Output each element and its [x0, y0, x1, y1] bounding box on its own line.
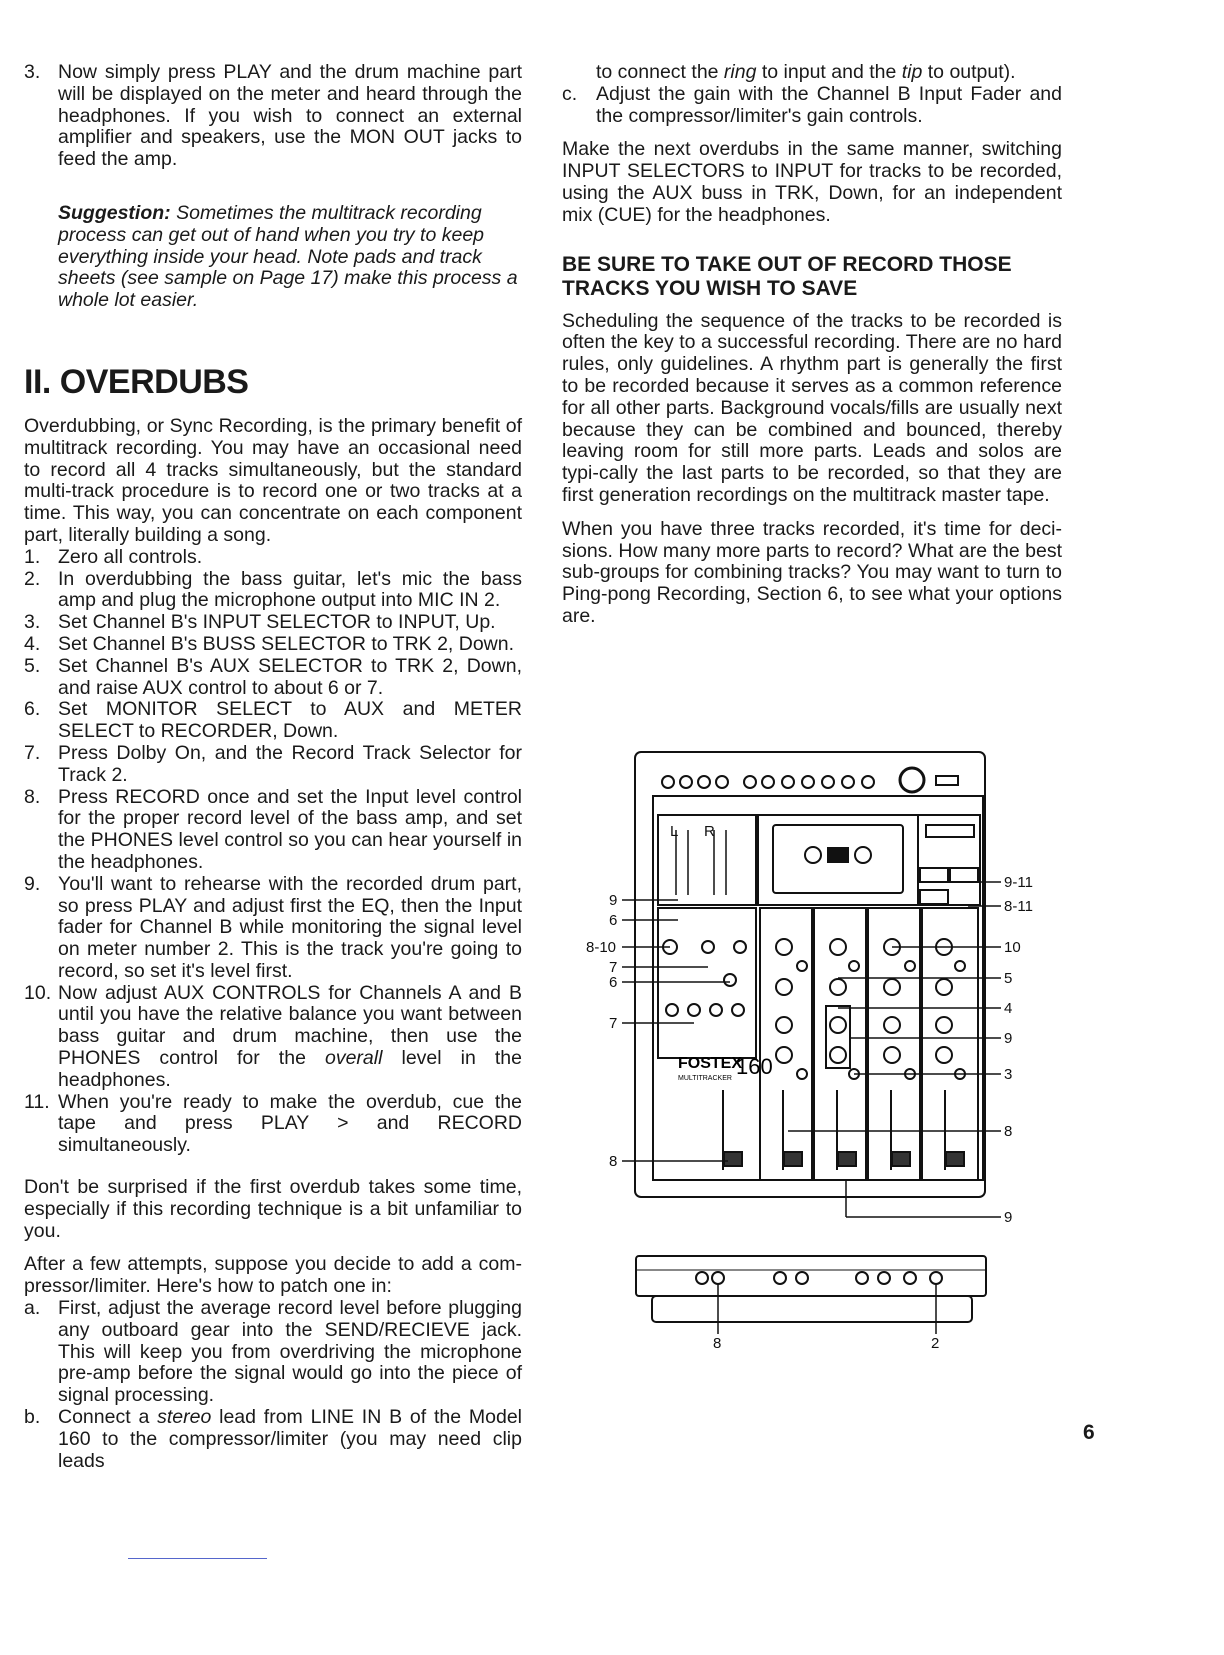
step-text: You'll want to rehearse with the recorded drum part, so press PLAY and adjust first the EQ, then the Input fader for Channel B while monitoring the signal level on meter number 2. This is the track you're going to record, so set it's level first. — [58, 872, 522, 982]
sub-step-b — [24, 1407, 522, 1472]
callout: 8 — [609, 1153, 618, 1170]
step-item — [24, 983, 522, 1092]
callout: 9 — [609, 892, 618, 909]
model-number: 160 — [736, 1054, 773, 1079]
callout: 7 — [609, 1015, 618, 1032]
warning-heading: BE SURE TO TAKE OUT OF RECORD THOSE TRACKS YOU WISH TO SAVE — [562, 252, 1012, 300]
three-tracks-paragraph: When you have three tracks recorded, it's time for deci-sions. How many more parts to record? What are the best sub-groups for combining tracks? You may want to turn to Ping-pong Recording, Section 6, to see what your options are. — [562, 517, 1062, 627]
step-number: 9. — [24, 872, 41, 895]
step-text: Press RECORD once and set the Input level control for the proper record level of the bass amp, and set the PHONES level control so you can hear yourself in the headphones. — [58, 785, 522, 873]
step-number: 11. — [24, 1090, 50, 1113]
sub-step-text: First, adjust the average record level before plugging any outboard gear into the SEND/RECIEVE jack. This will keep you from overdriving the microphone pre-amp before the signal would go into the piece of signal processing. — [58, 1297, 522, 1407]
sub-step-italic: stereo — [157, 1406, 212, 1429]
sub-step-text: lead from LINE IN B of the Model 160 to the compressor/limiter (you may need clip leads — [58, 1406, 522, 1472]
step-list — [24, 547, 522, 1157]
step-italic: overall — [324, 1047, 383, 1070]
suggestion-label: Suggestion: — [58, 201, 171, 224]
callout: 8 — [713, 1335, 722, 1352]
step-text: Set Channel B's BUSS SELECTOR to TRK 2, Down. — [58, 632, 515, 655]
step-number: 8. — [24, 785, 41, 808]
step-text: Now adjust AUX CONTROLS for Channels A and B until you have the relative balance you want between bass guitar and drum machine, then use the PHONES control for the — [58, 981, 522, 1070]
callout: 9-11 — [1004, 874, 1033, 891]
step-text: Set Channel B's AUX SELECTOR to TRK 2, Down, and raise AUX control to about 6 or 7. — [58, 654, 522, 699]
step-item — [24, 1092, 522, 1157]
callout: 4 — [1004, 1000, 1013, 1017]
italic-tip: tip — [901, 61, 923, 83]
right-column — [562, 62, 1062, 628]
footer-line — [128, 1558, 267, 1559]
step-text: Press Dolby On, and the Record Track Selector for Track 2. — [58, 741, 522, 786]
mixer-diagram — [578, 740, 1038, 1240]
step-number: 3. — [24, 611, 41, 634]
model-subtitle: MULTITRACKER — [678, 1075, 732, 1082]
sub-step-c — [562, 84, 1062, 128]
text: to input and the — [756, 61, 902, 83]
step-item — [24, 634, 522, 656]
step-number: 2. — [24, 567, 41, 590]
step-text-end: level in the headphones. — [58, 1047, 522, 1091]
intro-paragraph: Overdubbing, or Sync Recording, is the primary benefit of multitrack recording. You may have an occasional need to record all 4 tracks simultaneously, but the standard multi-track procedure is to record one or two tracks at a time. This way, you can concentrate on each component part, literally building a song. — [24, 414, 522, 546]
sub-step-a — [24, 1298, 522, 1407]
front-panel-diagram — [620, 1545, 1000, 1655]
callout: 8 — [1004, 1123, 1013, 1140]
callout: 10 — [1004, 939, 1021, 956]
continued-text — [562, 62, 1062, 84]
text: to output). — [922, 61, 1016, 83]
meter-label-l: L — [670, 823, 679, 840]
front-edge-diagram — [622, 1248, 1002, 1358]
sub-step-text: Connect a — [58, 1406, 158, 1429]
step-number: 10. — [24, 981, 52, 1004]
monitor-section — [658, 908, 756, 1058]
sub-step-letter: c. — [562, 82, 578, 105]
text: to connect the — [596, 61, 724, 83]
page-number: 6 — [1083, 1421, 1095, 1444]
italic-ring: ring — [723, 61, 757, 83]
step-number: 4. — [24, 632, 41, 655]
sub-step-letter: a. — [24, 1297, 41, 1320]
step-text: Set Channel B's INPUT SELECTOR to INPUT, Up. — [58, 611, 496, 634]
sub-step-text: Adjust the gain with the Channel B Input Fader and the compressor/limiter's gain controls. — [596, 82, 1062, 127]
knobs — [776, 939, 965, 1079]
suggestion — [24, 203, 522, 312]
step-item — [24, 787, 522, 874]
step-item — [24, 612, 522, 634]
meter-label-r: R — [704, 823, 715, 840]
step-text: Zero all controls. — [58, 545, 203, 568]
step-number: 1. — [24, 545, 41, 568]
section-heading: II. OVERDUBS — [24, 362, 249, 401]
left-column — [24, 62, 522, 1472]
callout: 6 — [609, 912, 618, 929]
after-paragraph: After a few attempts, suppose you decide to add a com-pressor/limiter. Here's how to patch one in: — [24, 1253, 522, 1298]
mixer-panel — [653, 796, 983, 1180]
next-overdubs-paragraph: Make the next overdubs in the same manner, switching INPUT SELECTORS to INPUT for tracks to be recorded, using the AUX buss in TRK, Down, for an independent mix (CUE) for the headphones. — [562, 138, 1062, 226]
sub-step-letter: b. — [24, 1406, 41, 1429]
step-item — [24, 547, 522, 569]
dont-paragraph: Don't be surprised if the first overdub takes some time, especially if this recording technique is a bit unfamiliar to you. — [24, 1176, 522, 1242]
callout: 6 — [609, 974, 618, 991]
step-number: 5. — [24, 654, 41, 677]
step-item — [24, 874, 522, 983]
step-text: When you're ready to make the overdub, cue the tape and press PLAY > and RECORD simultaneously. — [58, 1090, 522, 1157]
callout: 8-11 — [1004, 898, 1033, 915]
step-item — [24, 699, 522, 743]
callout: 8-10 — [586, 939, 617, 956]
callout: 9 — [1004, 1209, 1013, 1226]
callout: 9 — [1004, 1030, 1013, 1047]
step-text: Set MONITOR SELECT to AUX and METER SELECT to RECORDER, Down. — [58, 698, 522, 743]
callout: 3 — [1004, 1066, 1013, 1083]
suggestion-text: Sometimes the multitrack recording process can get out of hand when you try to keep everything inside your head. Note pads and track sheets (see sample on Page 17) make this process a whole lot easier. — [58, 201, 518, 312]
step-text: Now simply press PLAY and the drum machine part will be displayed on the meter and heard through the headphones. If you wish to connect an external amplifier and speakers, use the MON OUT jacks to feed the amp. — [58, 61, 522, 171]
left-callout-lines — [622, 900, 730, 1161]
brand-logo: FOSTEX — [678, 1055, 743, 1072]
step-number: 6. — [24, 698, 41, 721]
step-number: 7. — [24, 741, 41, 764]
step-item — [24, 569, 522, 613]
top-jack-row — [662, 768, 958, 792]
callout: 2 — [931, 1335, 940, 1352]
step-item — [24, 743, 522, 787]
callout: 5 — [1004, 970, 1013, 987]
step-3-intro — [24, 62, 522, 171]
callout: 7 — [609, 959, 618, 976]
scheduling-paragraph: Scheduling the sequence of the tracks to be recorded is often the key to a successful recording. There are no hard rules, only guidelines. A rhythm part is generally the first to be recorded because it serves as a common reference for all other parts. Background vocals/fills are usually next because they can be combined and bounced, thereby leaving room for still more parts. Leads and solos are typi-cally the last parts to be recorded, so that they are first generation recordings on the multitrack master tape. — [562, 309, 1062, 506]
step-item — [24, 656, 522, 700]
step-text: In overdubbing the bass guitar, let's mic the bass amp and plug the microphone output into MIC IN 2. — [58, 567, 522, 612]
step-number: 3. — [24, 61, 41, 83]
